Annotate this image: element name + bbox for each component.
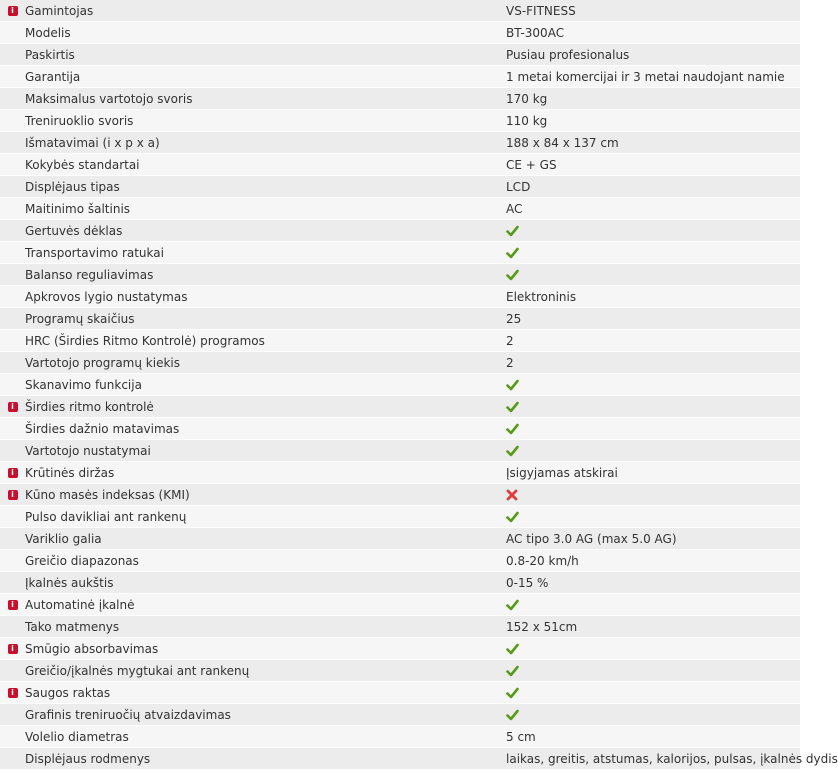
spec-info-cell: [0, 264, 25, 286]
check-icon: [506, 665, 519, 677]
spec-row: [0, 528, 800, 550]
spec-value: Elektroninis: [506, 286, 800, 308]
spec-row: [0, 22, 800, 44]
spec-info-cell: [0, 638, 25, 660]
spec-row: [0, 66, 800, 88]
spec-info-cell: [0, 220, 25, 242]
spec-label: Širdies ritmo kontrolė: [25, 396, 506, 418]
info-icon[interactable]: i: [8, 644, 18, 654]
spec-row: [0, 550, 800, 572]
spec-label: Balanso reguliavimas: [25, 264, 506, 286]
spec-info-cell: [0, 242, 25, 264]
spec-label: Kūno masės indeksas (KMI): [25, 484, 506, 506]
spec-value-icon-cell: [506, 594, 800, 616]
spec-info-cell: [0, 462, 25, 484]
spec-row: [0, 440, 800, 462]
spec-label: Paskirtis: [25, 44, 506, 66]
spec-info-cell: [0, 660, 25, 682]
spec-value: LCD: [506, 176, 800, 198]
spec-value: CE + GS: [506, 154, 800, 176]
spec-info-cell: [0, 682, 25, 704]
spec-value-icon-cell: [506, 220, 800, 242]
spec-info-cell: [0, 572, 25, 594]
spec-info-cell: [0, 308, 25, 330]
spec-label: Variklio galia: [25, 528, 506, 550]
info-icon[interactable]: i: [8, 6, 18, 16]
spec-value-icon-cell: [506, 506, 800, 528]
check-icon: [506, 643, 519, 655]
spec-value: 2: [506, 330, 800, 352]
spec-label: Vartotojo nustatymai: [25, 440, 506, 462]
spec-label: Gertuvės dėklas: [25, 220, 506, 242]
spec-row: [0, 220, 800, 242]
spec-row: [0, 132, 800, 154]
check-icon: [506, 423, 519, 435]
spec-value-icon-cell: [506, 660, 800, 682]
check-icon: [506, 269, 519, 281]
spec-label: Automatinė įkalnė: [25, 594, 506, 616]
spec-value-icon-cell: [506, 638, 800, 660]
spec-label: Greičio/įkalnės mygtukai ant rankenų: [25, 660, 506, 682]
spec-info-cell: [0, 396, 25, 418]
spec-value-icon-cell: [506, 484, 800, 506]
spec-value-icon-cell: [506, 440, 800, 462]
spec-label: Displėjaus tipas: [25, 176, 506, 198]
spec-info-cell: [0, 352, 25, 374]
spec-label: Pulso davikliai ant rankenų: [25, 506, 506, 528]
info-icon[interactable]: i: [8, 402, 18, 412]
spec-row: [0, 660, 800, 682]
spec-value: Įsigyjamas atskirai: [506, 462, 800, 484]
spec-info-cell: [0, 748, 25, 770]
spec-label: Skanavimo funkcija: [25, 374, 506, 396]
check-icon: [506, 247, 519, 259]
spec-row: [0, 264, 800, 286]
info-icon[interactable]: i: [8, 490, 18, 500]
spec-value: 25: [506, 308, 800, 330]
spec-label: Širdies dažnio matavimas: [25, 418, 506, 440]
spec-value: Pusiau profesionalus: [506, 44, 800, 66]
spec-label: Išmatavimai (i x p x a): [25, 132, 506, 154]
spec-row: [0, 704, 800, 726]
spec-row: [0, 638, 800, 660]
spec-info-cell: [0, 726, 25, 748]
spec-label: Gamintojas: [25, 0, 506, 22]
spec-info-cell: [0, 88, 25, 110]
spec-value: 1 metai komercijai ir 3 metai naudojant namie: [506, 66, 800, 88]
cross-icon: [506, 489, 518, 501]
spec-value: BT-300AC: [506, 22, 800, 44]
spec-label: Vartotojo programų kiekis: [25, 352, 506, 374]
spec-info-cell: [0, 330, 25, 352]
spec-info-cell: [0, 110, 25, 132]
spec-row: [0, 286, 800, 308]
spec-row: [0, 0, 800, 22]
spec-info-cell: [0, 44, 25, 66]
spec-info-cell: [0, 176, 25, 198]
info-icon[interactable]: i: [8, 468, 18, 478]
spec-value-icon-cell: [506, 704, 800, 726]
spec-label: Treniruoklio svoris: [25, 110, 506, 132]
spec-label: Įkalnės aukštis: [25, 572, 506, 594]
spec-row: [0, 462, 800, 484]
spec-row: [0, 330, 800, 352]
spec-info-cell: [0, 22, 25, 44]
spec-row: [0, 352, 800, 374]
spec-row: [0, 374, 800, 396]
spec-value-icon-cell: [506, 242, 800, 264]
check-icon: [506, 599, 519, 611]
spec-info-cell: [0, 0, 25, 22]
spec-label: Grafinis treniruočių atvaizdavimas: [25, 704, 506, 726]
spec-info-cell: [0, 550, 25, 572]
spec-value: AC tipo 3.0 AG (max 5.0 AG): [506, 528, 800, 550]
spec-row: [0, 88, 800, 110]
spec-info-cell: [0, 594, 25, 616]
spec-row: [0, 726, 800, 748]
spec-label: HRC (Širdies Ritmo Kontrolė) programos: [25, 330, 506, 352]
spec-info-cell: [0, 198, 25, 220]
info-icon[interactable]: i: [8, 688, 18, 698]
spec-value: 170 kg: [506, 88, 800, 110]
spec-label: Modelis: [25, 22, 506, 44]
spec-row: [0, 594, 800, 616]
check-icon: [506, 401, 519, 413]
spec-value: VS-FITNESS: [506, 0, 800, 22]
spec-row: [0, 242, 800, 264]
spec-label: Programų skaičius: [25, 308, 506, 330]
spec-info-cell: [0, 616, 25, 638]
info-icon[interactable]: i: [8, 600, 18, 610]
spec-value: 5 cm: [506, 726, 800, 748]
spec-value-icon-cell: [506, 396, 800, 418]
spec-info-cell: [0, 132, 25, 154]
check-icon: [506, 379, 519, 391]
spec-value: 0.8-20 km/h: [506, 550, 800, 572]
spec-row: [0, 418, 800, 440]
spec-value-icon-cell: [506, 374, 800, 396]
check-icon: [506, 445, 519, 457]
spec-label: Kokybės standartai: [25, 154, 506, 176]
spec-info-cell: [0, 704, 25, 726]
spec-label: Garantija: [25, 66, 506, 88]
spec-label: Apkrovos lygio nustatymas: [25, 286, 506, 308]
spec-row: [0, 396, 800, 418]
spec-label: Greičio diapazonas: [25, 550, 506, 572]
spec-label: Saugos raktas: [25, 682, 506, 704]
spec-row: [0, 154, 800, 176]
spec-label: Smūgio absorbavimas: [25, 638, 506, 660]
spec-label: Krūtinės diržas: [25, 462, 506, 484]
spec-label: Tako matmenys: [25, 616, 506, 638]
check-icon: [506, 687, 519, 699]
spec-info-cell: [0, 154, 25, 176]
spec-value: 110 kg: [506, 110, 800, 132]
spec-value-icon-cell: [506, 682, 800, 704]
spec-label: Transportavimo ratukai: [25, 242, 506, 264]
spec-row: [0, 484, 800, 506]
spec-label: Volelio diametras: [25, 726, 506, 748]
spec-info-cell: [0, 440, 25, 462]
spec-value-icon-cell: [506, 264, 800, 286]
check-icon: [506, 709, 519, 721]
spec-value: AC: [506, 198, 800, 220]
spec-row: [0, 198, 800, 220]
spec-info-cell: [0, 528, 25, 550]
spec-row: [0, 572, 800, 594]
spec-info-cell: [0, 66, 25, 88]
spec-value: 188 x 84 x 137 cm: [506, 132, 800, 154]
check-icon: [506, 511, 519, 523]
spec-value: 0-15 %: [506, 572, 800, 594]
spec-label: Displėjaus rodmenys: [25, 748, 506, 770]
spec-value: 2: [506, 352, 800, 374]
spec-label: Maksimalus vartotojo svoris: [25, 88, 506, 110]
spec-value-icon-cell: [506, 418, 800, 440]
spec-info-cell: [0, 374, 25, 396]
spec-row: [0, 44, 800, 66]
spec-info-cell: [0, 286, 25, 308]
spec-row: [0, 308, 800, 330]
spec-row: [0, 682, 800, 704]
spec-row: [0, 176, 800, 198]
spec-row: [0, 110, 800, 132]
spec-value: 152 x 51cm: [506, 616, 800, 638]
spec-value: laikas, greitis, atstumas, kalorijos, pulsas, įkalnės dydis: [506, 748, 800, 770]
spec-row: [0, 506, 800, 528]
spec-row: [0, 748, 800, 770]
spec-info-cell: [0, 418, 25, 440]
spec-info-cell: [0, 484, 25, 506]
spec-row: [0, 616, 800, 638]
spec-label: Maitinimo šaltinis: [25, 198, 506, 220]
spec-info-cell: [0, 506, 25, 528]
check-icon: [506, 225, 519, 237]
